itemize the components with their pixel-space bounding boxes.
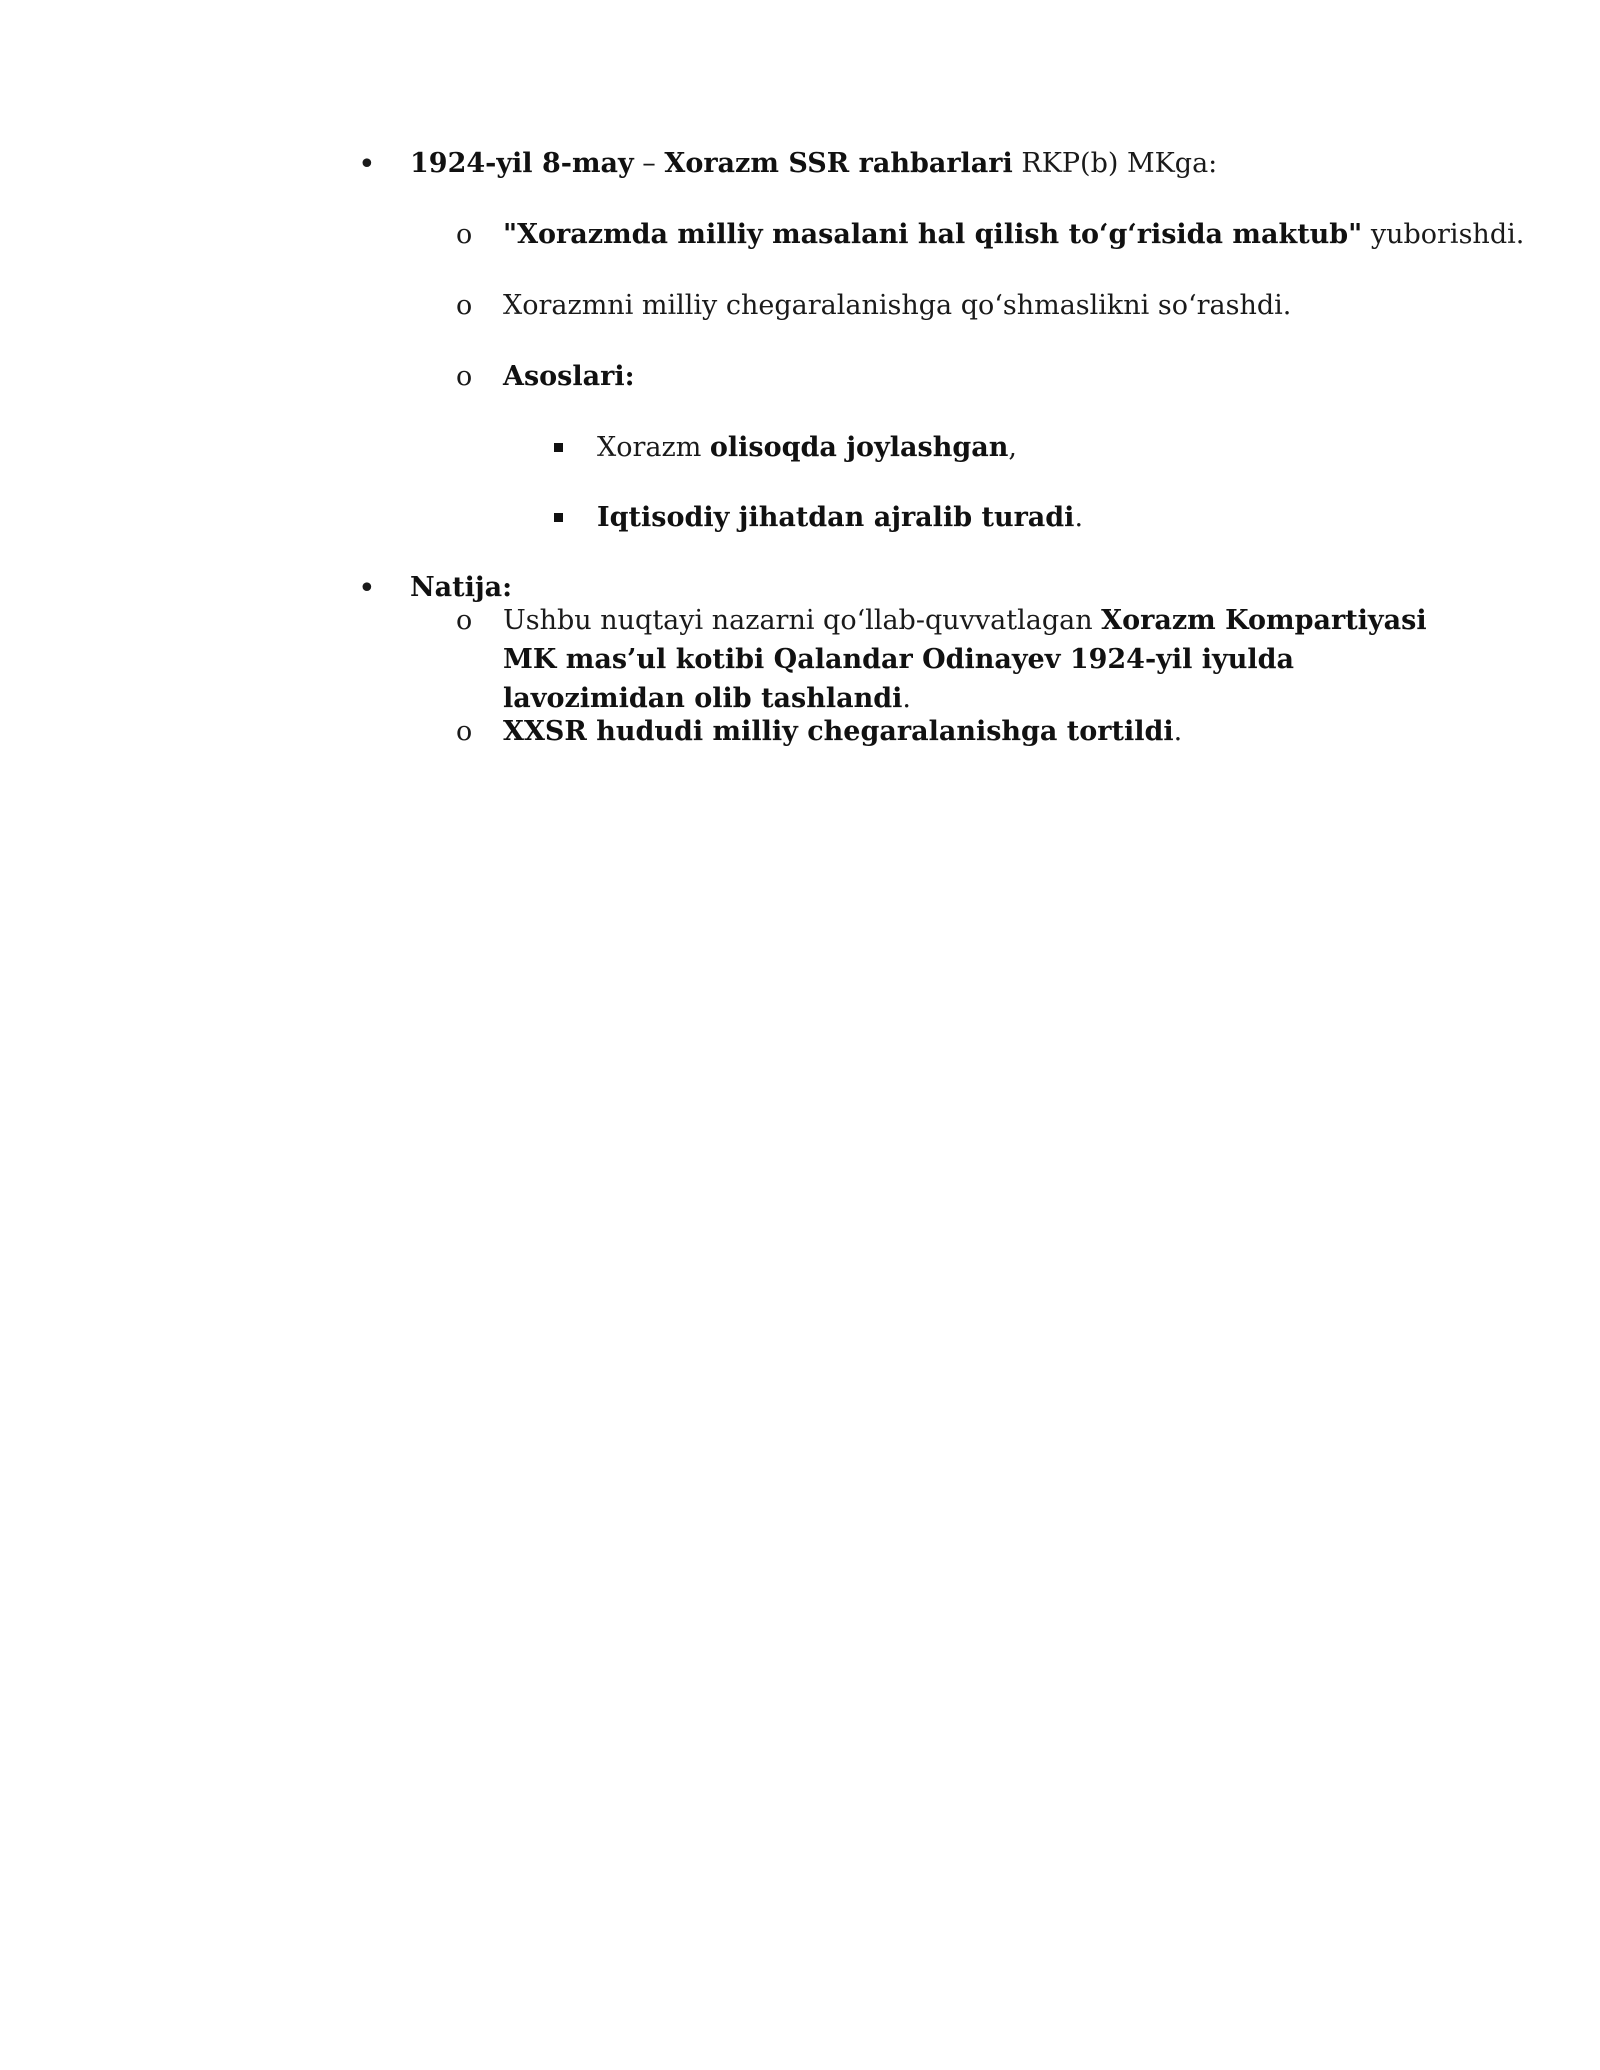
date-text: 1924-yil 8-may: [410, 148, 634, 179]
square-bullet-icon: [554, 513, 563, 522]
circle-marker: o: [456, 361, 473, 392]
list-subitem-2-2: XXSR hududi milliy chegaralanishga tortildi.: [503, 716, 1183, 747]
subject-text: Xorazm SSR rahbarlari: [664, 148, 1013, 179]
list-subitem-1-1: "Xorazmda milliy masalani hal qilish to‘g‘risida maktub" yuborishdi.: [503, 219, 1525, 250]
circle-marker: o: [456, 716, 473, 747]
square-bullet-icon: [554, 443, 563, 452]
reason-item-1: Xorazm olisoqda joylashgan,: [597, 432, 1017, 463]
list-subitem-2-1: Ushbu nuqtayi nazarni qo‘llab-quvvatlagan Xorazm Kompartiyasi MK mas’ul kotibi Qalandar Odinayev 1924-yil iyulda lavozimidan olib tashlandi.: [503, 605, 1427, 714]
circle-marker: o: [456, 605, 473, 636]
list-subitem-1-3: Asoslari:: [503, 361, 635, 392]
reason-item-2: Iqtisodiy jihatdan ajralib turadi.: [597, 502, 1084, 533]
bullet-marker: •: [358, 147, 376, 182]
circle-marker: o: [456, 290, 473, 321]
list-item-2: Natija:: [410, 572, 513, 603]
circle-marker: o: [456, 219, 473, 250]
list-subitem-1-2: Xorazmni milliy chegaralanishga qo‘shmaslikni so‘rashdi.: [503, 290, 1292, 321]
bullet-marker: •: [358, 571, 376, 606]
list-item-1: 1924-yil 8-may – Xorazm SSR rahbarlari RKP(b) MKga:: [410, 148, 1218, 179]
